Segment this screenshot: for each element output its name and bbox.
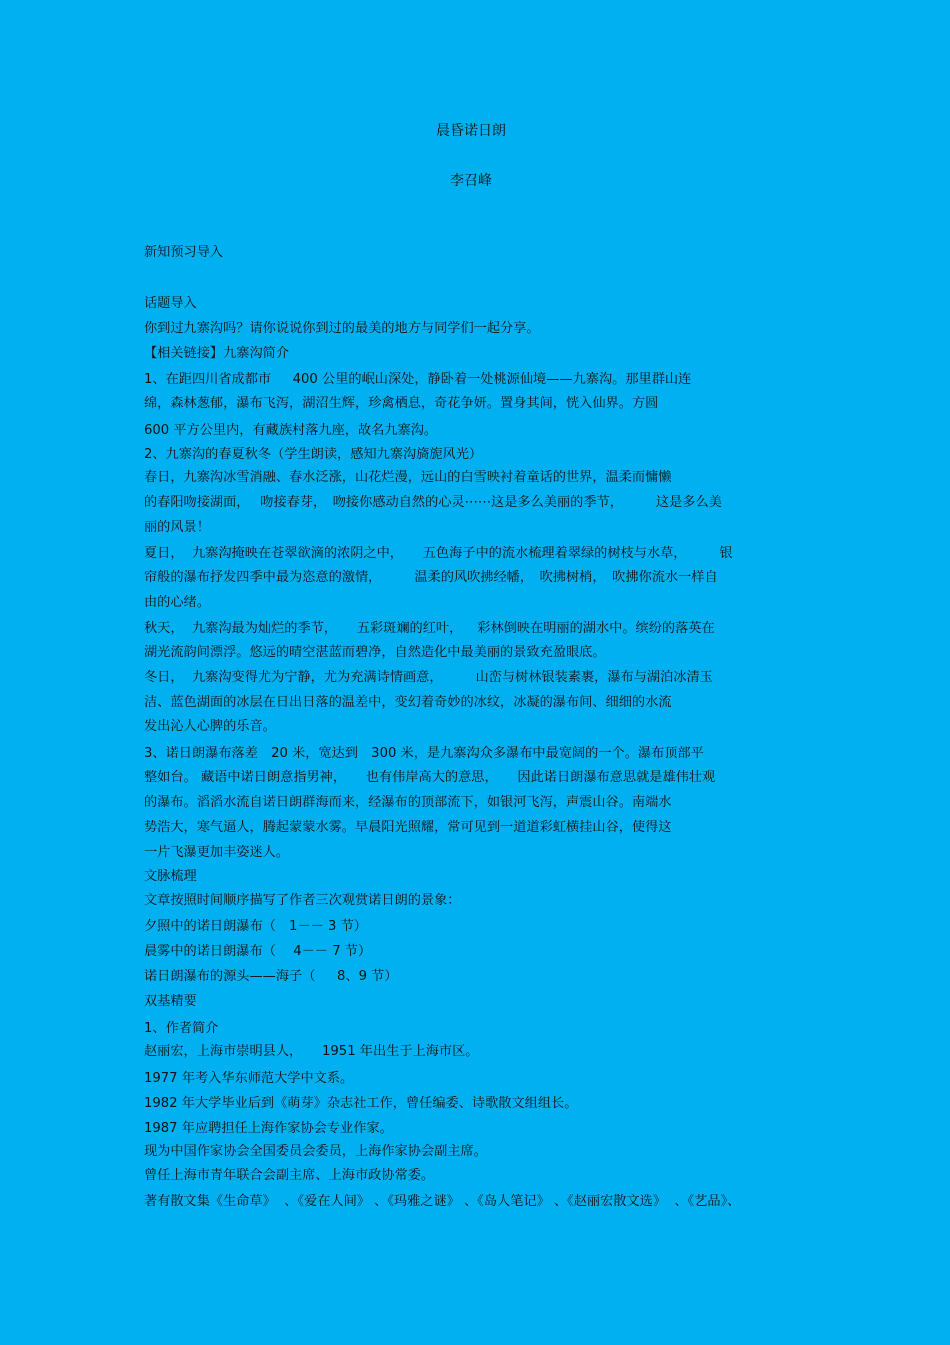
- text-line: 帘般的瀑布抒发四季中最为恣意的激情， 温柔的风吹拂经幡， 吹拂树梢， 吹拂你流水一样自: [144, 570, 718, 585]
- text-line: 一片飞瀑更加丰姿迷人。: [144, 845, 290, 860]
- text-line: 600 平方公里内，有藏族村落九座，故名九寨沟。: [144, 423, 438, 438]
- text-line: 的瀑布。滔滔水流自诺日朗群海而来，经瀑布的顶部流下，如银河飞泻，声震山谷。南端水: [144, 795, 672, 810]
- text-line: 赵丽宏，上海市崇明县人， 1951 年出生于上海市区。: [144, 1044, 479, 1059]
- section-heading: 文脉梳理: [144, 869, 197, 884]
- text-line: 1987 年应聘担任上海作家协会专业作家。: [144, 1121, 393, 1136]
- text-line: 著有散文集《生命草》 、《爱在人间》 、《玛雅之谜》 、《岛人笔记》 、《赵丽宏散文选》 、《艺品》、: [144, 1194, 741, 1209]
- text-line: 1982 年大学毕业后到《萌芽》杂志社工作，曾任编委、诗歌散文组组长。: [144, 1096, 578, 1111]
- text-line: 发出沁人心脾的乐音。: [144, 719, 276, 734]
- text-line: 绵，森林葱郁，瀑布飞泻，湖沼生辉，珍禽栖息，奇花争妍。置身其间，恍入仙界。方圆: [144, 396, 659, 411]
- text-line: 夕照中的诺日朗瀑布（ 1－－ 3 节）: [144, 919, 367, 934]
- section-heading: 2、九寨沟的春夏秋冬（学生朗读，感知九寨沟旖旎风光）: [144, 447, 483, 462]
- text-line: 湖光流韵间漂浮。悠远的晴空湛蓝而碧净，自然造化中最美丽的景致充盈眼底。: [144, 645, 606, 660]
- section-heading: 双基精要: [144, 994, 197, 1009]
- text-line: 丽的风景！: [144, 520, 210, 535]
- text-line: 夏日， 九寨沟掩映在苍翠欲滴的浓阴之中， 五色海子中的流水梳理着翠绿的树枝与水草， 银: [144, 546, 733, 561]
- text-line: 秋天， 九寨沟最为灿烂的季节， 五彩斑斓的红叶， 彩林倒映在明丽的湖水中。缤纷的落英在: [144, 621, 715, 636]
- text-line: 冬日， 九寨沟变得尤为宁静，尤为充满诗情画意， 山峦与树林银装素裹，瀑布与湖泊冰清玉: [144, 670, 713, 685]
- section-heading: 1、作者简介: [144, 1021, 219, 1036]
- section-heading: 【相关链接】九寨沟简介: [144, 346, 290, 361]
- text-line: 由的心绪。: [144, 595, 210, 610]
- text-line: 势浩大，寒气逼人，腾起蒙蒙水雾。早晨阳光照耀，常可见到一道道彩虹横挂山谷，使得这: [144, 820, 672, 835]
- document-author: 李召峰: [450, 173, 492, 189]
- section-heading: 新知预习导入: [144, 245, 224, 260]
- section-heading: 话题导入: [144, 296, 197, 311]
- document-title: 晨昏诺日朗: [436, 123, 506, 139]
- text-line: 你到过九寨沟吗？请你说说你到过的最美的地方与同学们一起分享。: [144, 321, 540, 336]
- text-line: 现为中国作家协会全国委员会委员，上海作家协会副主席。: [144, 1144, 487, 1159]
- text-line: 3、诺日朗瀑布落差 20 米，宽达到 300 米，是九寨沟众多瀑布中最宽阔的一个。瀑布顶部平: [144, 746, 704, 761]
- text-line: 春日，九寨沟冰雪消融、春水泛涨，山花烂漫，远山的白雪映衬着童话的世界，温柔而慵懒: [144, 470, 672, 485]
- text-line: 整如台。 藏语中诺日朗意指男神， 也有伟岸高大的意思， 因此诺日朗瀑布意思就是雄伟壮观: [144, 770, 716, 785]
- text-line: 晨雾中的诺日朗瀑布（ 4－－ 7 节）: [144, 944, 372, 959]
- text-line: 曾任上海市青年联合会副主席、上海市政协常委。: [144, 1168, 435, 1183]
- text-line: 洁、蓝色湖面的冰层在日出日落的温差中，变幻着奇妙的冰纹，冰凝的瀑布间、细细的水流: [144, 695, 672, 710]
- text-line: 1977 年考入华东师范大学中文系。: [144, 1071, 354, 1086]
- text-line: 1、在距四川省成都市 400 公里的岷山深处，静卧着一处桃源仙境——九寨沟。那里群山连: [144, 372, 692, 387]
- text-line: 诺日朗瀑布的源头——海子（ 8、9 节）: [144, 969, 398, 984]
- text-line: 文章按照时间顺序描写了作者三次观赏诺日朗的景象：: [144, 893, 461, 908]
- text-line: 的春阳吻接湖面， 吻接春芽， 吻接你感动自然的心灵⋯⋯这是多么美丽的季节， 这是多么美: [144, 495, 722, 510]
